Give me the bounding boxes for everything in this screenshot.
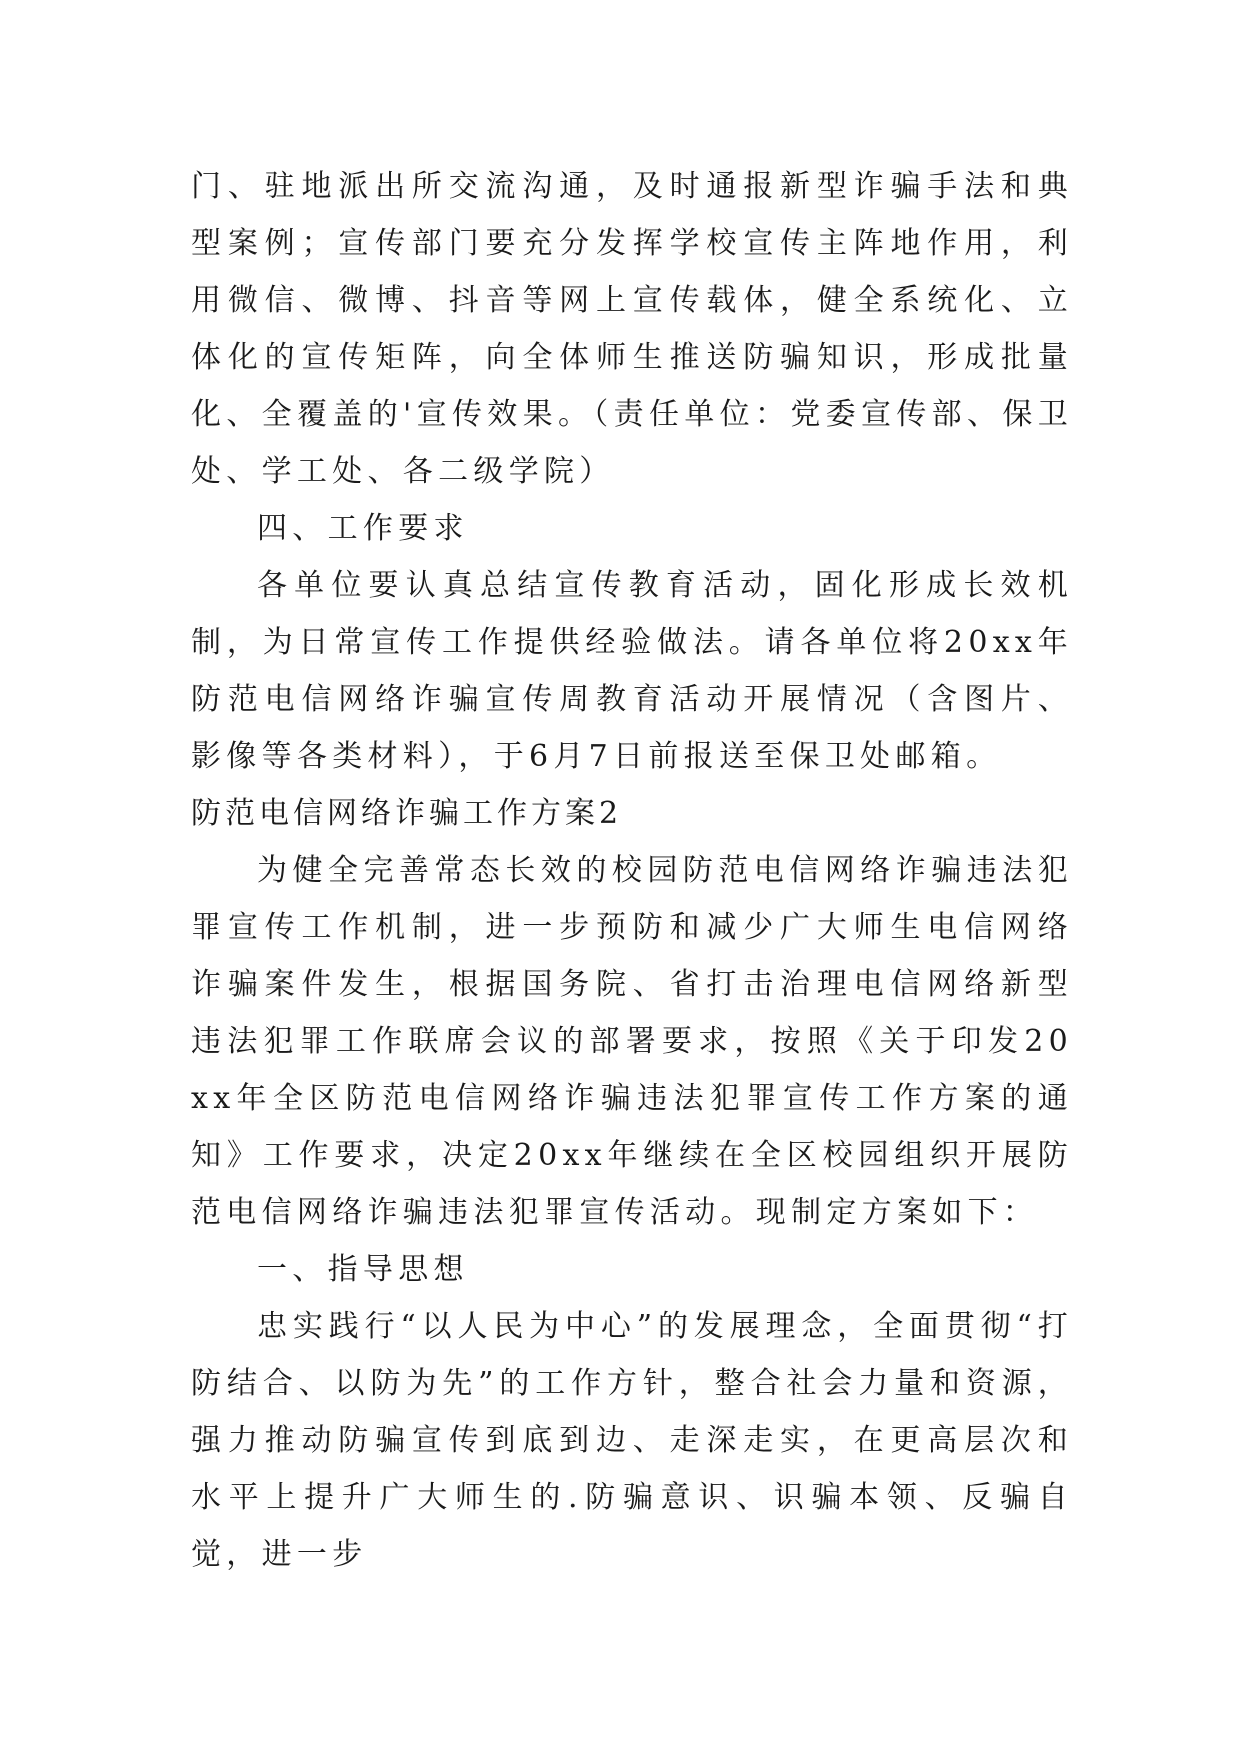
section-heading-work-requirements: 四、工作要求 (257, 511, 469, 546)
document-body (191, 158, 1073, 1583)
section-heading-guiding-ideology: 一、指导思想 (257, 1252, 469, 1287)
paragraph-work-requirements: 各单位要认真总结宣传教育活动，固化形成长效机制，为日常宣传工作提供经验做法。请各单位将20xx年防范电信网络诈骗宣传周教育活动开展情况（含图片、影像等各类材料），于6月7日前报送至保卫处邮箱。 (191, 568, 1073, 774)
paragraph-guiding-ideology: 忠实践行“以人民为中心”的发展理念，全面贯彻“打防结合、以防为先”的工作方针，整合社会力量和资源，强力推动防骗宣传到底到边、走深走实，在更高层次和水平上提升广大师生的.防骗意识、识骗本领、反骗自觉，进一步 (191, 1309, 1073, 1572)
paragraph-continued: 门、驻地派出所交流沟通，及时通报新型诈骗手法和典型案例；宣传部门要充分发挥学校宣传主阵地作用，利用微信、微博、抖音等网上宣传载体，健全系统化、立体化的宣传矩阵，向全体师生推送防骗知识，形成批量化、全覆盖的'宣传效果。（责任单位：党委宣传部、保卫处、学工处、各二级学院） (191, 169, 1073, 489)
plan-title: 防范电信网络诈骗工作方案2 (191, 796, 623, 831)
paragraph-plan-intro: 为健全完善常态长效的校园防范电信网络诈骗违法犯罪宣传工作机制，进一步预防和减少广大师生电信网络诈骗案件发生，根据国务院、省打击治理电信网络新型违法犯罪工作联席会议的部署要求，按照《关于印发20xx年全区防范电信网络诈骗违法犯罪宣传工作方案的通知》工作要求，决定20xx年继续在全区校园组织开展防范电信网络诈骗违法犯罪宣传活动。现制定方案如下： (191, 853, 1073, 1230)
